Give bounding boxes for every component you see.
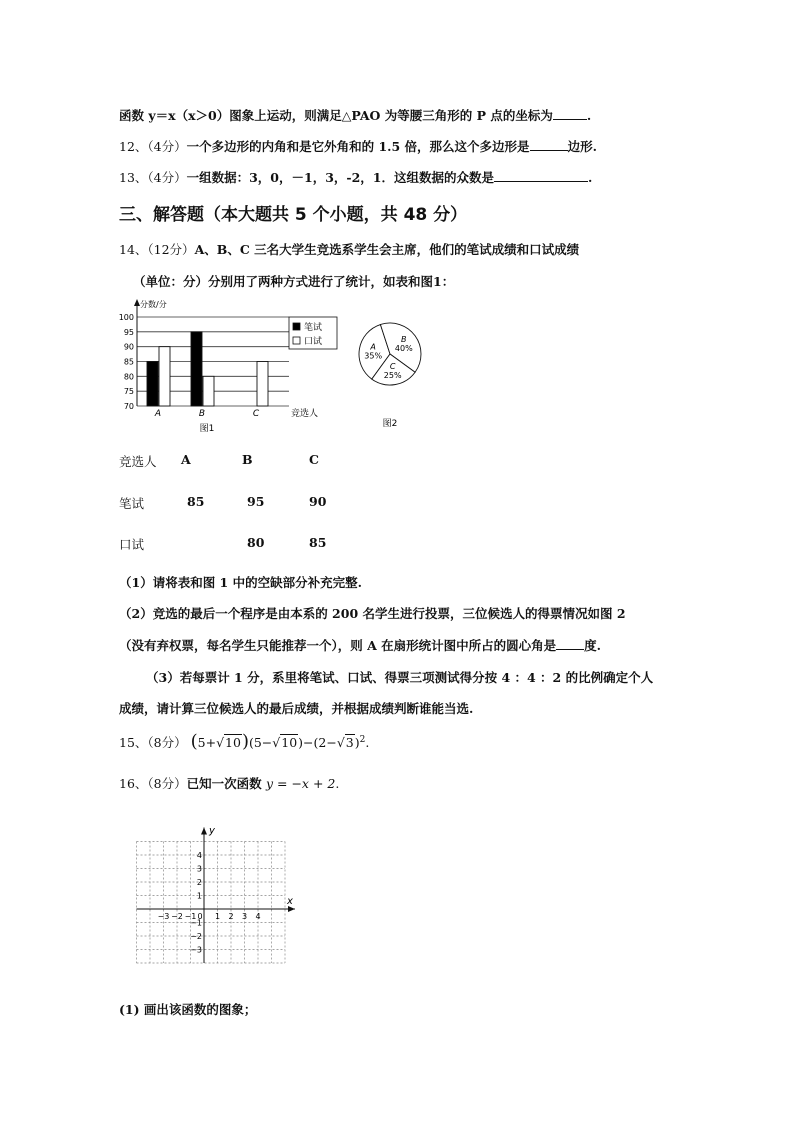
- pie-label: C: [389, 361, 396, 371]
- q13-text: 一组数据：3，0，－1，3，-2，1．这组数据的众数是: [186, 170, 494, 185]
- bar-ytick-label: 90: [123, 342, 134, 352]
- pie-value-label: 35%: [364, 351, 383, 361]
- q12-end: 边形.: [567, 139, 597, 154]
- q12-score: （4分）: [147, 139, 187, 154]
- q15-expr-a: 5+: [197, 735, 217, 750]
- grid-x-label: x: [287, 896, 293, 907]
- coordinate-grid[interactable]: [130, 818, 330, 978]
- bar-b-oral: [203, 376, 214, 406]
- q14-sub3-line1: （3）若每票计 1 分，系里将笔试、口试、得票三项测试得分按 4 ：4 ：2 的比例确定个人: [146, 670, 654, 685]
- q15-exponent: 2: [359, 734, 366, 745]
- grid-origin-label: 0: [197, 912, 203, 921]
- q12-answer-blank[interactable]: [530, 138, 568, 151]
- q14-number: 14、: [119, 242, 148, 257]
- question-16: [119, 774, 339, 792]
- q14-sub3-line2: 成绩，请计算三位候选人的最后成绩，并根据成绩判断谁能当选.: [119, 701, 474, 716]
- q16-score: （8分）: [147, 776, 187, 791]
- grid-xtick-label: −2: [171, 912, 183, 921]
- grid-ytick-label: 1: [196, 891, 202, 901]
- pie-label: A: [370, 342, 376, 352]
- q13-score: （4分）: [147, 170, 187, 185]
- legend-label: 口试: [304, 337, 323, 347]
- figure2-caption: 图2: [382, 419, 398, 429]
- q14-score: （12分）: [147, 242, 195, 257]
- q14-sub1: （1）请将表和图 1 中的空缺部分补充完整.: [119, 575, 362, 590]
- grid-ytick-label: −2: [190, 932, 202, 941]
- q13-answer-blank[interactable]: [494, 169, 588, 182]
- grid-xtick-label: −1: [184, 912, 197, 921]
- grid-ytick-label: −3: [190, 945, 202, 955]
- question-15: [119, 731, 369, 752]
- grid-ytick-label: 4: [196, 851, 202, 860]
- table-header-a: A: [181, 452, 191, 467]
- grid-xtick-label: 4: [255, 912, 261, 921]
- q15-score: （8分）: [147, 735, 187, 750]
- bar-ytick-label: 70: [123, 402, 134, 411]
- pie-value-label: 25%: [383, 370, 402, 380]
- q16-number: 16、: [119, 776, 148, 791]
- bar-ytick-label: 95: [123, 327, 134, 337]
- grid-y-arrow: [201, 828, 207, 835]
- table-header-candidate: 竞选人: [119, 454, 157, 469]
- q15-number: 15、: [119, 735, 148, 750]
- bar-xlabel: 竞选人: [291, 409, 319, 419]
- q15-radicand-c: 3: [345, 735, 354, 750]
- bar-ytick-label: 75: [123, 387, 134, 397]
- table-row-label-oral: 口试: [119, 537, 145, 552]
- q16-end: .: [335, 776, 340, 791]
- bar-ylabel: 分数/分: [140, 300, 167, 309]
- pie-value-label: 40%: [394, 343, 413, 353]
- bar-category-label: A: [154, 409, 162, 419]
- q16-function: y = −x + 2: [265, 776, 336, 791]
- grid-xtick-label: 3: [241, 912, 248, 921]
- q15-expr-b: (5−: [248, 735, 273, 750]
- legend-swatch: [293, 337, 300, 344]
- legend-swatch: [293, 323, 300, 330]
- q14-sub2-line2: [119, 636, 601, 654]
- q12-number: 12、: [119, 139, 148, 154]
- q13-number: 13、: [119, 170, 148, 185]
- section-3-heading: 三、解答题（本大题共 5 个小题，共 48 分）: [119, 205, 468, 225]
- q11-text: 函数 y＝x（x＞0）图象上运动，则满足△PAO 为等腰三角形的 P 点的坐标为: [119, 108, 553, 123]
- grid-xtick-label: −3: [157, 912, 170, 921]
- bar-a-oral: [159, 347, 170, 406]
- q15-expr-c: )−(2−: [298, 735, 337, 750]
- q11-tail: [119, 106, 591, 124]
- bar-category-label: B: [198, 409, 206, 419]
- q14-sub2-end: 度.: [584, 638, 602, 653]
- grid-y-label: y: [209, 825, 215, 837]
- legend-label: 笔试: [304, 323, 323, 333]
- q15-expression: $(5+√10)(5-√10)-(2-√3)^2$.: [190, 731, 370, 752]
- bar-a-written: [147, 362, 158, 407]
- q12-text: 一个多边形的内角和是它外角和的 1.5 倍，那么这个多边形是: [186, 139, 530, 154]
- table-cell-b-oral: 80: [247, 535, 265, 550]
- bar-chart-figure1: [117, 296, 347, 436]
- question-13: [119, 168, 592, 186]
- table-row-label-written: 笔试: [119, 496, 145, 511]
- q15-expr-d: ): [354, 735, 360, 750]
- q13-end: .: [587, 170, 593, 185]
- bar-ytick-label: 85: [123, 357, 134, 367]
- q14-sub2-answer-blank[interactable]: [556, 637, 584, 650]
- pie-chart-figure2: [355, 318, 435, 430]
- grid-ytick-label: −1: [190, 918, 202, 928]
- bar-b-written: [191, 332, 202, 406]
- table-header-b: B: [242, 452, 253, 467]
- table-header-c: C: [309, 452, 319, 467]
- pie-label: B: [401, 334, 407, 344]
- question-14-line1: [119, 240, 579, 258]
- q11-end: .: [586, 108, 592, 123]
- q15-radicand-b: 10: [281, 735, 298, 750]
- grid-xtick-label: 2: [228, 912, 234, 921]
- q14-sub2-line1: （2）竞选的最后一个程序是由本系的 200 名学生进行投票，三位候选人的得票情况如图 2: [119, 606, 626, 621]
- q14-line1: A、B、C 三名大学生竞选系学生会主席，他们的笔试成绩和口试成绩: [194, 242, 580, 257]
- bar-ytick-label: 100: [118, 313, 134, 322]
- bar-ytick-label: 80: [123, 372, 134, 382]
- grid-ytick-label: 3: [196, 864, 202, 874]
- q11-answer-blank[interactable]: [553, 107, 587, 120]
- q15-radicand-a: 10: [225, 735, 241, 750]
- bar-category-label: C: [252, 409, 260, 419]
- q15-end: .: [365, 735, 370, 750]
- table-cell-c-written: 90: [309, 494, 327, 509]
- figure1-caption: 图1: [199, 424, 215, 434]
- q16-text: 已知一次函数: [186, 776, 266, 791]
- table-cell-a-written: 85: [187, 494, 205, 509]
- q16-sub1: (1) 画出该函数的图象；: [119, 1002, 257, 1017]
- bar-c-oral: [257, 362, 268, 407]
- q14-line2: （单位：分）分别用了两种方式进行了统计，如表和图1：: [133, 274, 455, 289]
- table-cell-b-written: 95: [247, 494, 265, 509]
- table-cell-c-oral: 85: [309, 535, 327, 550]
- question-12: [119, 137, 597, 155]
- q14-sub2-text: （没有弃权票，每名学生只能推荐一个），则 A 在扇形统计图中所占的圆心角是: [119, 638, 557, 653]
- grid-ytick-label: 2: [196, 878, 202, 887]
- grid-xtick-label: 1: [214, 912, 221, 921]
